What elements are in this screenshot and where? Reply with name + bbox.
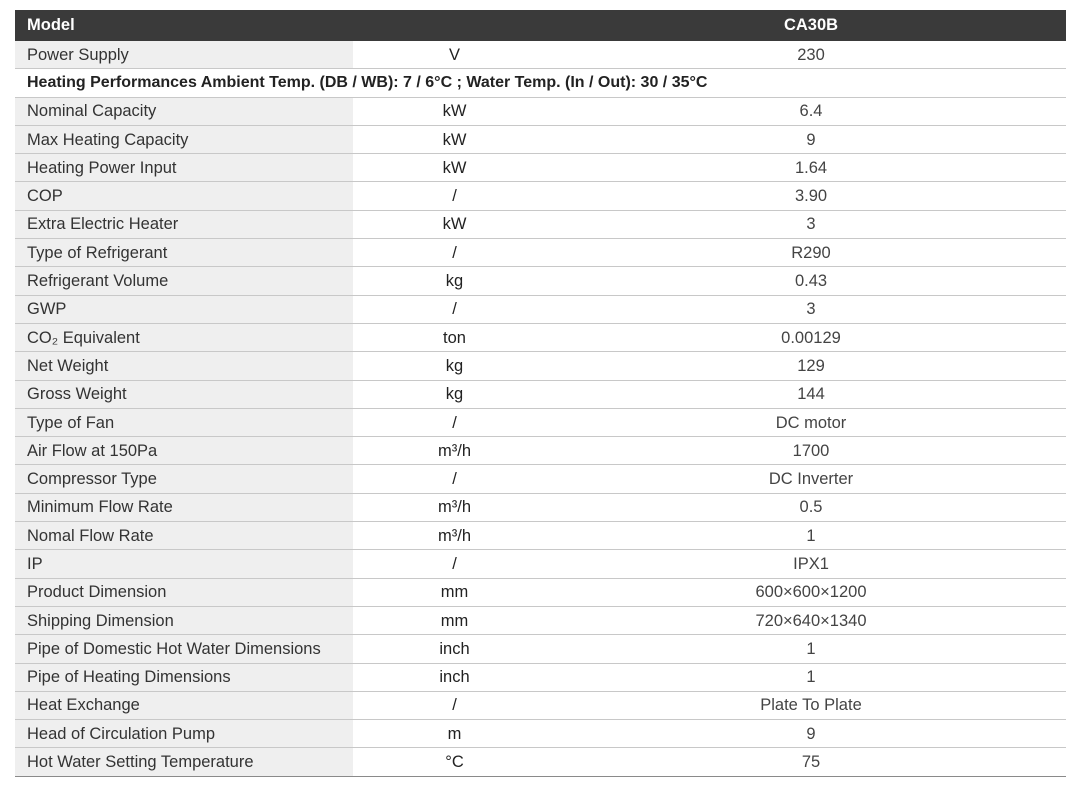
spec-value: 0.5 bbox=[556, 493, 1066, 521]
spec-value: 129 bbox=[556, 352, 1066, 380]
table-row bbox=[15, 295, 1066, 323]
spec-unit: kW bbox=[353, 154, 556, 182]
spec-table-body bbox=[15, 41, 1066, 777]
spec-value: 1 bbox=[556, 635, 1066, 663]
table-row bbox=[15, 41, 1066, 69]
spec-unit: kW bbox=[353, 97, 556, 125]
spec-unit: mm bbox=[353, 578, 556, 606]
table-row bbox=[15, 210, 1066, 238]
spec-name: Gross Weight bbox=[15, 380, 353, 408]
spec-name: Power Supply bbox=[15, 41, 353, 69]
spec-value: 230 bbox=[556, 41, 1066, 69]
spec-name: Hot Water Setting Temperature bbox=[15, 748, 353, 776]
spec-name: Type of Fan bbox=[15, 408, 353, 436]
table-row bbox=[15, 380, 1066, 408]
spec-unit: mm bbox=[353, 606, 556, 634]
table-row bbox=[15, 691, 1066, 719]
spec-name: Nomal Flow Rate bbox=[15, 522, 353, 550]
spec-table bbox=[15, 10, 1066, 777]
table-row bbox=[15, 493, 1066, 521]
spec-name: Nominal Capacity bbox=[15, 97, 353, 125]
table-row bbox=[15, 97, 1066, 125]
table-row bbox=[15, 720, 1066, 748]
spec-value: 1700 bbox=[556, 437, 1066, 465]
spec-unit: V bbox=[353, 41, 556, 69]
table-row bbox=[15, 550, 1066, 578]
table-row bbox=[15, 323, 1066, 351]
model-value: CA30B bbox=[556, 10, 1066, 41]
spec-unit: kg bbox=[353, 380, 556, 408]
table-row bbox=[15, 663, 1066, 691]
spec-value: 3 bbox=[556, 210, 1066, 238]
model-label: Model bbox=[15, 10, 353, 41]
table-row bbox=[15, 154, 1066, 182]
spec-value: R290 bbox=[556, 239, 1066, 267]
spec-unit: inch bbox=[353, 663, 556, 691]
spec-name: Max Heating Capacity bbox=[15, 125, 353, 153]
spec-value: 3 bbox=[556, 295, 1066, 323]
table-row bbox=[15, 125, 1066, 153]
section-title: Heating Performances Ambient Temp. (DB / WB): 7 / 6°C ; Water Temp. (In / Out): 30 / 35°C bbox=[15, 69, 1066, 97]
spec-name: Air Flow at 150Pa bbox=[15, 437, 353, 465]
section-row bbox=[15, 69, 1066, 97]
table-row bbox=[15, 606, 1066, 634]
spec-value: Plate To Plate bbox=[556, 691, 1066, 719]
spec-value: 144 bbox=[556, 380, 1066, 408]
table-row bbox=[15, 465, 1066, 493]
spec-unit: °C bbox=[353, 748, 556, 776]
spec-unit: / bbox=[353, 691, 556, 719]
spec-name: Refrigerant Volume bbox=[15, 267, 353, 295]
spec-name: GWP bbox=[15, 295, 353, 323]
spec-name: Minimum Flow Rate bbox=[15, 493, 353, 521]
table-row bbox=[15, 437, 1066, 465]
spec-unit: ton bbox=[353, 323, 556, 351]
table-row bbox=[15, 239, 1066, 267]
spec-value: 1 bbox=[556, 522, 1066, 550]
spec-unit: / bbox=[353, 465, 556, 493]
spec-unit: kW bbox=[353, 210, 556, 238]
spec-name: Type of Refrigerant bbox=[15, 239, 353, 267]
spec-unit: inch bbox=[353, 635, 556, 663]
table-row bbox=[15, 352, 1066, 380]
spec-unit: / bbox=[353, 295, 556, 323]
spec-unit: kW bbox=[353, 125, 556, 153]
spec-unit: m³/h bbox=[353, 437, 556, 465]
table-row bbox=[15, 522, 1066, 550]
table-row bbox=[15, 267, 1066, 295]
spec-unit: kg bbox=[353, 352, 556, 380]
spec-name: Heating Power Input bbox=[15, 154, 353, 182]
spec-value: IPX1 bbox=[556, 550, 1066, 578]
spec-name: Compressor Type bbox=[15, 465, 353, 493]
spec-name: Shipping Dimension bbox=[15, 606, 353, 634]
spec-unit: / bbox=[353, 550, 556, 578]
spec-name: COP bbox=[15, 182, 353, 210]
spec-name: CO₂ Equivalent bbox=[15, 323, 353, 351]
table-row bbox=[15, 182, 1066, 210]
spec-value: 3.90 bbox=[556, 182, 1066, 210]
spec-unit: / bbox=[353, 408, 556, 436]
table-row bbox=[15, 635, 1066, 663]
spec-name: Pipe of Heating Dimensions bbox=[15, 663, 353, 691]
spec-value: 1.64 bbox=[556, 154, 1066, 182]
spec-value: DC motor bbox=[556, 408, 1066, 436]
spec-value: 9 bbox=[556, 720, 1066, 748]
unit-header bbox=[353, 10, 556, 41]
table-row bbox=[15, 748, 1066, 776]
spec-name: Net Weight bbox=[15, 352, 353, 380]
spec-value: 600×600×1200 bbox=[556, 578, 1066, 606]
spec-unit: / bbox=[353, 239, 556, 267]
spec-unit: m³/h bbox=[353, 493, 556, 521]
spec-name: Pipe of Domestic Hot Water Dimensions bbox=[15, 635, 353, 663]
table-row bbox=[15, 408, 1066, 436]
spec-unit: m bbox=[353, 720, 556, 748]
spec-value: 720×640×1340 bbox=[556, 606, 1066, 634]
spec-value: 0.43 bbox=[556, 267, 1066, 295]
spec-name: Product Dimension bbox=[15, 578, 353, 606]
spec-value: 9 bbox=[556, 125, 1066, 153]
spec-unit: kg bbox=[353, 267, 556, 295]
spec-name: Heat Exchange bbox=[15, 691, 353, 719]
spec-unit: / bbox=[353, 182, 556, 210]
spec-name: Head of Circulation Pump bbox=[15, 720, 353, 748]
spec-value: 75 bbox=[556, 748, 1066, 776]
spec-name: IP bbox=[15, 550, 353, 578]
spec-unit: m³/h bbox=[353, 522, 556, 550]
spec-value: 0.00129 bbox=[556, 323, 1066, 351]
spec-name: Extra Electric Heater bbox=[15, 210, 353, 238]
table-header-row bbox=[15, 10, 1066, 41]
spec-value: 1 bbox=[556, 663, 1066, 691]
spec-value: 6.4 bbox=[556, 97, 1066, 125]
spec-value: DC Inverter bbox=[556, 465, 1066, 493]
table-row bbox=[15, 578, 1066, 606]
